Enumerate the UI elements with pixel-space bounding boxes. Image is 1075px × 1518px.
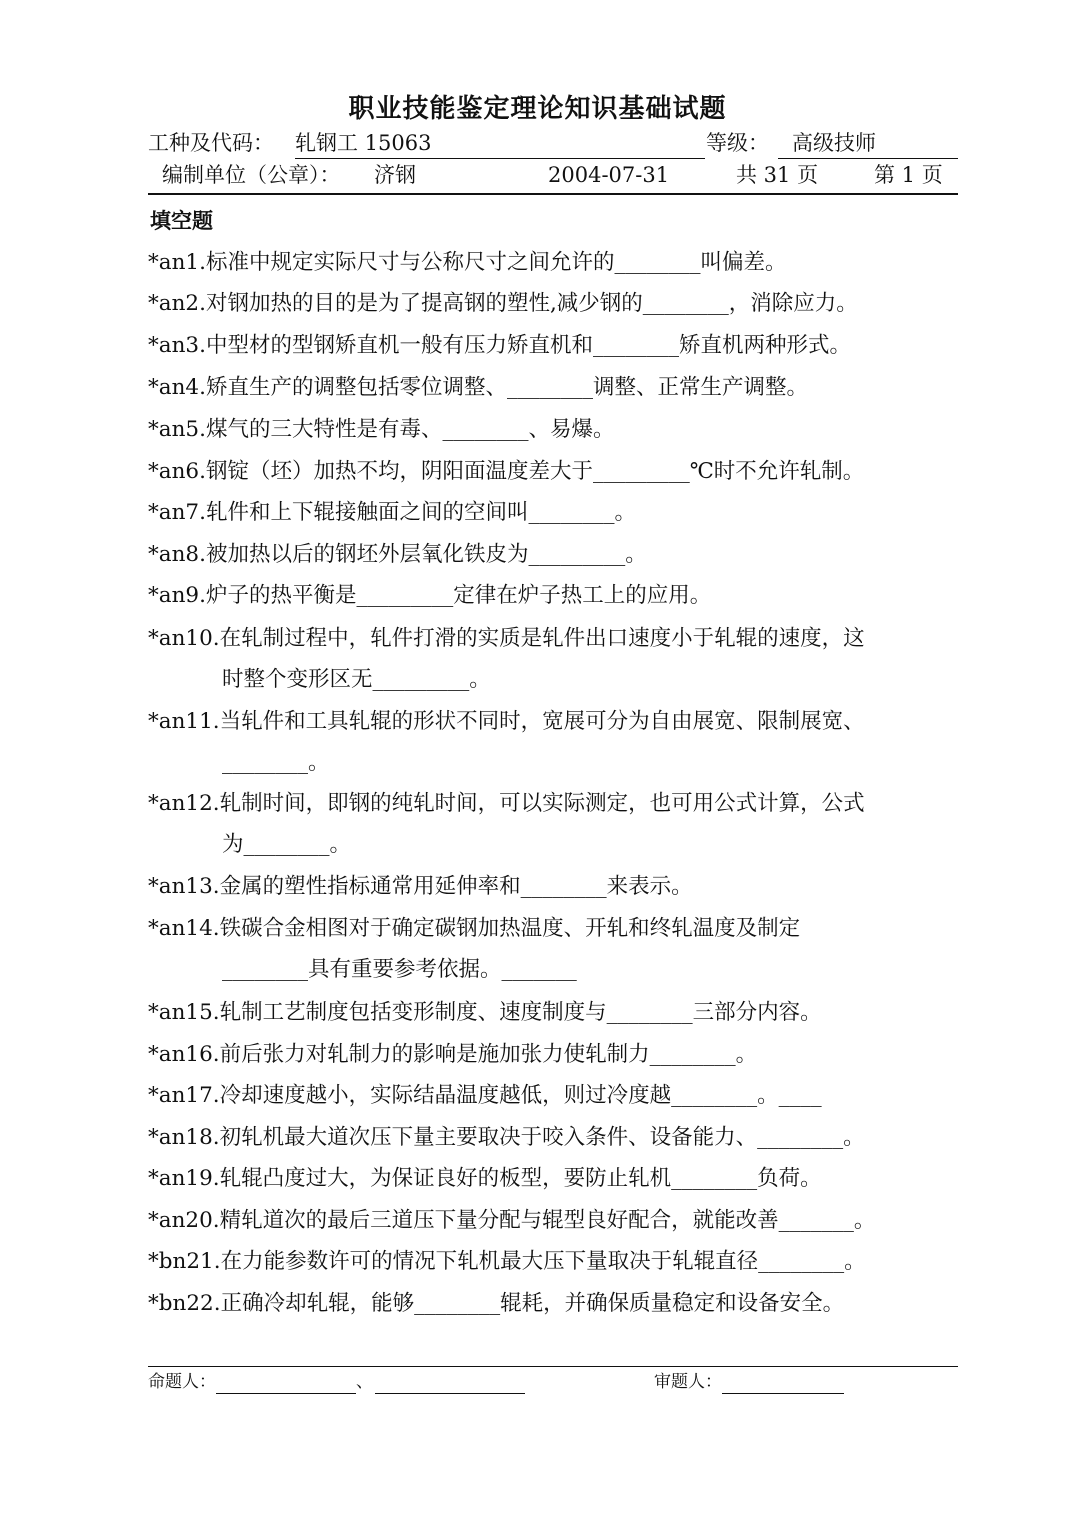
question-number: *bn21. (148, 1249, 221, 1274)
trade-label: 工种及代码： (148, 131, 274, 155)
question-text: 煤气的三大特性是有毒、________、易爆。 (205, 417, 615, 442)
question-item (148, 451, 960, 492)
question-number: *an15. (148, 1000, 220, 1025)
question-number: *an11. (148, 709, 220, 734)
unit-label: 编制单位（公章）： (162, 163, 341, 187)
page-number: 第 1 页 (874, 163, 943, 187)
total-pages: 共 31 页 (736, 163, 819, 187)
question-text: 矫直生产的调整包括零位调整、________调整、正常生产调整。 (205, 375, 808, 400)
reviewer-label: 审题人： (654, 1372, 722, 1392)
unit-value: 济钢 (374, 163, 416, 187)
question-number: *an16. (148, 1042, 220, 1067)
author-field (148, 1370, 525, 1394)
question-text: 炉子的热平衡是_________定律在炉子热工上的应用。 (205, 583, 712, 608)
question-number: *an13. (148, 874, 220, 899)
question-number: *an7. (148, 500, 206, 525)
question-text: 冷却速度越小，实际结晶温度越低，则过冷度越________。____ (219, 1083, 822, 1108)
page-title: 职业技能鉴定理论知识基础试题 (348, 94, 727, 124)
question-item (148, 783, 960, 865)
question-text: 前后张力对轧制力的影响是施加张力使轧制力________。 (219, 1042, 758, 1067)
question-text: 轧制工艺制度包括变形制度、速度制度与________三部分内容。 (219, 1000, 822, 1025)
question-item (148, 492, 960, 533)
question-item (148, 283, 960, 324)
question-item (148, 325, 960, 366)
author-label: 命题人： (148, 1372, 216, 1392)
question-text: 被加热以后的钢坯外层氧化铁皮为_________。 (205, 542, 647, 567)
author-separator: 、 (356, 1372, 373, 1392)
question-text: 金属的塑性指标通常用延伸率和________来表示。 (219, 874, 693, 899)
question-number: *an17. (148, 1083, 220, 1108)
question-item (148, 1283, 960, 1324)
question-number: *an6. (148, 459, 206, 484)
question-item (148, 1117, 960, 1158)
question-number: *an9. (148, 583, 206, 608)
question-item (148, 866, 960, 907)
trade-value: 轧钢工 15063 (295, 128, 705, 159)
question-number: *an19. (148, 1166, 220, 1191)
level-label: 等级： (706, 131, 769, 155)
question-number: *an8. (148, 542, 206, 567)
level-value: 高级技师 (778, 128, 958, 159)
question-item (148, 1241, 960, 1282)
question-text: 标准中规定实际尺寸与公称尺寸之间允许的________叫偏差。 (205, 250, 787, 275)
question-number: *an20. (148, 1208, 220, 1233)
footer-divider (148, 1366, 958, 1367)
question-text: 轧制时间，即钢的纯轧时间，可以实际测定，也可用公式计算，公式 (219, 791, 865, 816)
question-number: *an12. (148, 791, 220, 816)
question-item (148, 1034, 960, 1075)
question-item (148, 1200, 960, 1241)
author-line-1[interactable] (216, 1375, 356, 1394)
question-number: *bn22. (148, 1291, 221, 1316)
author-line-2[interactable] (375, 1375, 525, 1394)
question-text: 轧辊凸度过大，为保证良好的板型，要防止轧机________负荷。 (219, 1166, 822, 1191)
reviewer-field (654, 1370, 844, 1394)
reviewer-line[interactable] (722, 1375, 844, 1394)
question-item (148, 1158, 960, 1199)
question-text: 钢锭（坯）加热不均，阴阳面温度差大于_________℃时不允许轧制。 (205, 459, 865, 484)
question-text: 铁碳合金相图对于确定碳钢加热温度、开轧和终轧温度及制定 (219, 916, 801, 941)
question-number: *an5. (148, 417, 206, 442)
question-item (148, 367, 960, 408)
question-item (148, 618, 960, 700)
date: 2004-07-31 (548, 163, 670, 187)
question-number: *an1. (148, 250, 206, 275)
question-text: 精轧道次的最后三道压下量分配与辊型良好配合，就能改善_______。 (219, 1208, 876, 1233)
question-text-continued: 时整个变形区无_________。 (222, 667, 491, 692)
question-item (148, 409, 960, 450)
question-item (148, 534, 960, 575)
section-title: 填空题 (150, 208, 213, 233)
question-item (148, 701, 960, 783)
question-number: *an4. (148, 375, 206, 400)
question-text: 在力能参数许可的情况下轧机最大压下量取决于轧辊直径________。 (220, 1249, 866, 1274)
question-text: 对钢加热的目的是为了提高钢的塑性,减少钢的________，消除应力。 (205, 291, 858, 316)
question-item (148, 1075, 960, 1116)
question-number: *an3. (148, 333, 206, 358)
question-item (148, 242, 960, 283)
question-number: *an14. (148, 916, 220, 941)
question-number: *an2. (148, 291, 206, 316)
question-text: 当轧件和工具轧辊的形状不同时，宽展可分为自由展宽、限制展宽、 (219, 709, 865, 734)
question-text: 正确冷却轧辊，能够________辊耗，并确保质量稳定和设备安全。 (220, 1291, 845, 1316)
question-text-continued: ________具有重要参考依据。_______ (222, 957, 577, 982)
question-item (148, 992, 960, 1033)
question-number: *an10. (148, 626, 220, 651)
question-text-continued: ________。 (222, 750, 330, 775)
question-item (148, 575, 960, 616)
question-text: 轧件和上下辊接触面之间的空间叫________。 (205, 500, 636, 525)
header-divider (148, 193, 958, 195)
question-number: *an18. (148, 1125, 220, 1150)
question-text: 中型材的型钢矫直机一般有压力矫直机和________矫直机两种形式。 (205, 333, 851, 358)
question-text: 初轧机最大道次压下量主要取决于咬入条件、设备能力、________。 (219, 1125, 865, 1150)
question-text: 在轧制过程中，轧件打滑的实质是轧件出口速度小于轧辊的速度，这 (219, 626, 865, 651)
question-item (148, 908, 960, 990)
question-text-continued: 为________。 (222, 832, 352, 857)
